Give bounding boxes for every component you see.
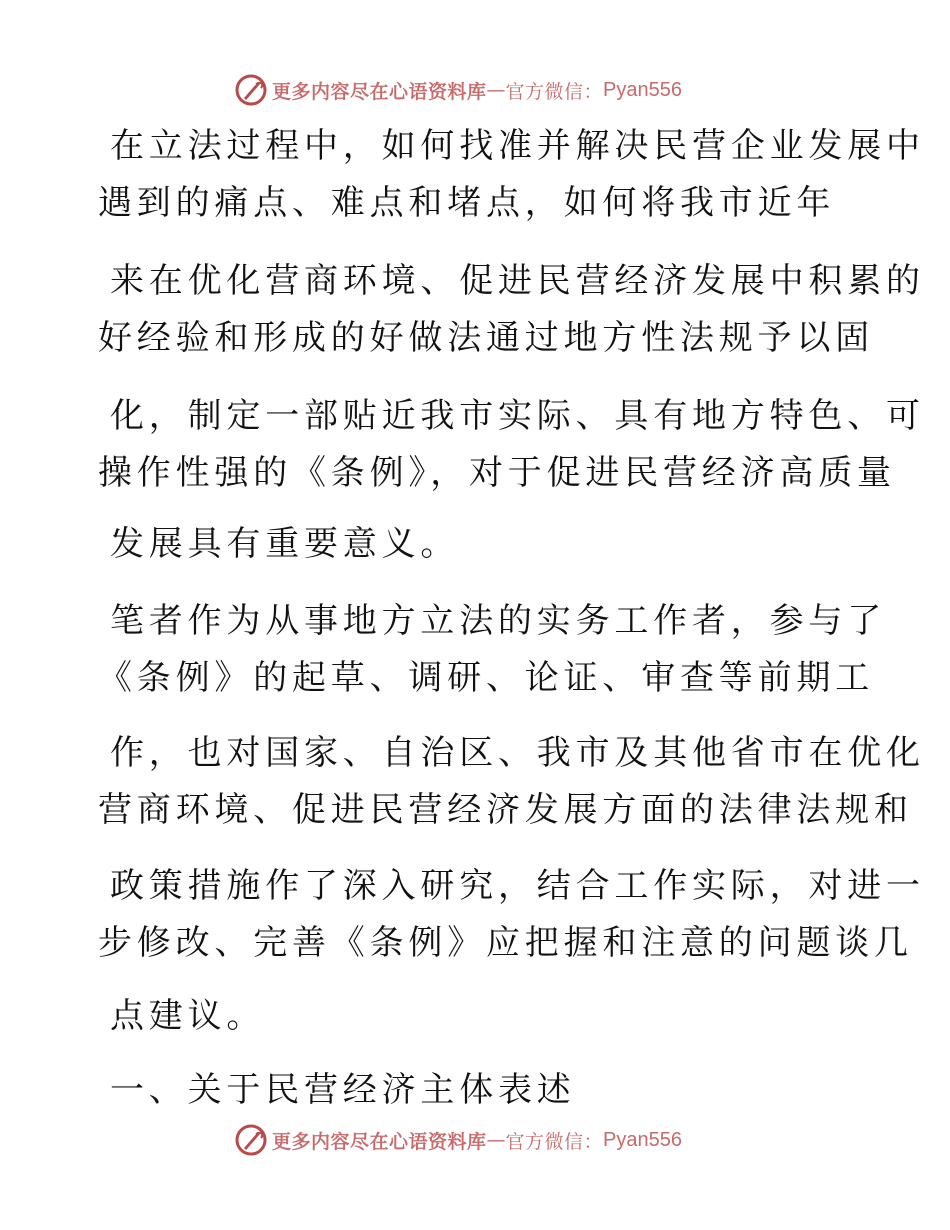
body-line: 好经验和形成的好做法通过地方性法规予以固 — [98, 318, 874, 358]
body-line: 作，也对国家、自治区、我市及其他省市在优化 — [110, 733, 925, 773]
body-line: 来在优化营商环境、促进民营经济发展中积累的 — [110, 261, 925, 301]
body-line: 营商环境、促进民营经济发展方面的法律法规和 — [98, 790, 913, 830]
watermark-contact-label: 官方微信： — [505, 1130, 604, 1153]
section-heading: 一、关于民营经济主体表述 — [110, 1070, 576, 1110]
watermark-brand: 更多内容尽在心语资料库 — [272, 80, 487, 103]
header-watermark — [234, 72, 682, 108]
quill-pen-circle-icon — [234, 1123, 268, 1157]
body-line: 在立法过程中，如何找准并解决民营企业发展中 — [110, 126, 925, 166]
body-line: 发展具有重要意义。 — [110, 524, 460, 564]
watermark-contact-id: Pyan556 — [603, 1128, 682, 1151]
body-line: 点建议。 — [110, 996, 266, 1036]
body-line: 操作性强的《条例》，对于促进民营经济高质量 — [98, 453, 896, 493]
body-line: 政策措施作了深入研究，结合工作实际，对进一 — [110, 866, 925, 906]
body-line: 化，制定一部贴近我市实际、具有地方特色、可 — [110, 396, 925, 436]
body-line: 笔者作为从事地方立法的实务工作者，参与了 — [110, 601, 886, 641]
footer-watermark — [234, 1122, 682, 1158]
watermark-contact-label: 官方微信： — [505, 80, 604, 103]
watermark-separator: — — [486, 79, 506, 101]
watermark-brand: 更多内容尽在心语资料库 — [272, 1130, 487, 1153]
body-line: 《条例》的起草、调研、论证、审查等前期工 — [98, 658, 874, 698]
watermark-contact-id: Pyan556 — [603, 78, 682, 101]
body-line: 步修改、完善《条例》应把握和注意的问题谈几 — [98, 923, 913, 963]
body-line: 遇到的痛点、难点和堵点，如何将我市近年 — [98, 183, 836, 223]
quill-pen-circle-icon — [234, 73, 268, 107]
watermark-separator: — — [486, 1129, 506, 1151]
